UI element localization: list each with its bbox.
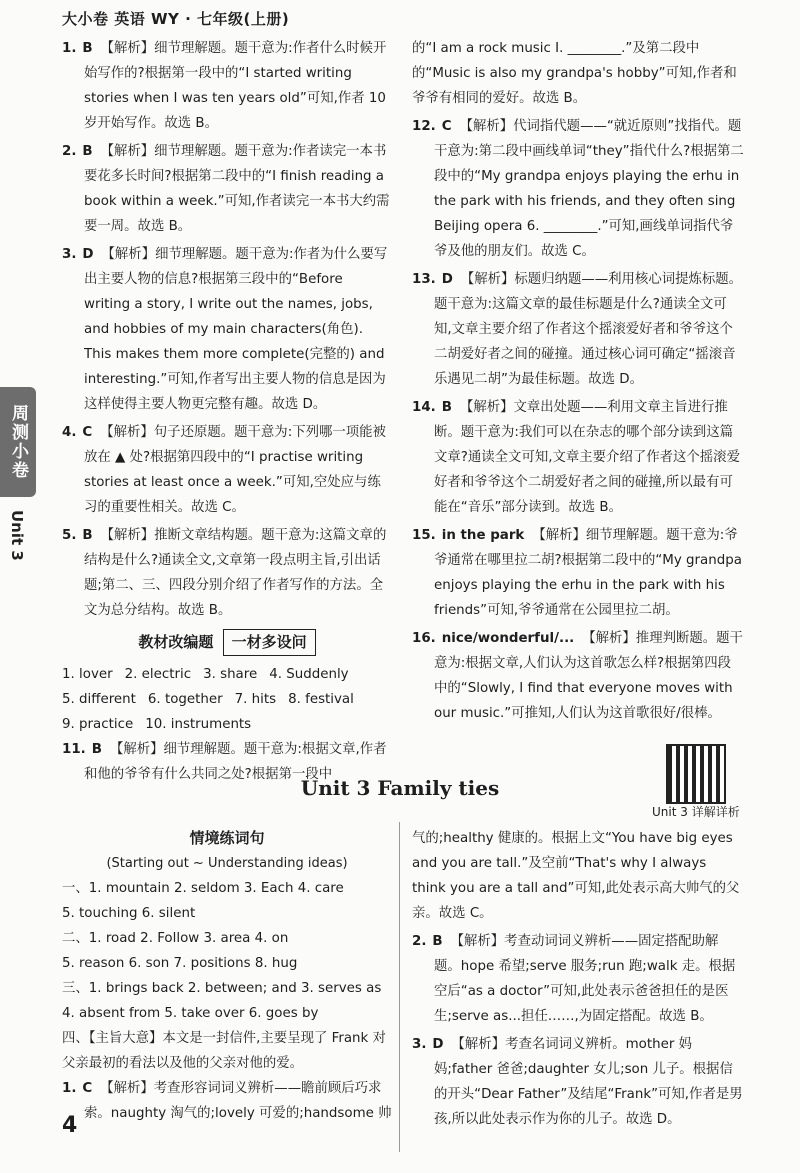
item-answer: B [82, 41, 93, 56]
item-number: 1. [62, 1081, 77, 1096]
practice-note: (Starting out ~ Understanding ideas) [106, 856, 348, 871]
practice-line: 三、1. brings back 2. between; and 3. serves as [62, 981, 382, 996]
item-explanation: 【解析】代词指代题——“就近原则”找指代。题干意为:第二段中画线单词“they”指代什么?根据第二段中的“My grandpa enjoys playing the erhu in the park with his friends, and they often sing Beijing opera 6. ________.”可知,画线单词指代爷爷及他的朋友们。故选 C。 [434, 119, 744, 259]
rework-word: 6. together [147, 692, 223, 707]
item-number: 3. [62, 247, 77, 262]
rework-word: 8. festival [288, 692, 354, 707]
practice-title: 情境练词句 [189, 829, 265, 847]
item-answer: B [441, 400, 452, 415]
item-answer: D [432, 1037, 444, 1052]
item-number: 5. [62, 528, 77, 543]
answer-item [412, 929, 744, 1029]
answer-item [62, 523, 392, 623]
item-number: 2. [62, 144, 77, 159]
rework-word: 2. electric [124, 667, 192, 682]
bottom-left-column [62, 826, 392, 1129]
page-number: 4 [62, 1113, 78, 1138]
column-divider [399, 822, 400, 1152]
item-explanation: 【解析】考查形容词词义辨析——瞻前顾后巧求索。naughty 淘气的;lovely 可爱的;handsome 帅 [84, 1081, 392, 1121]
answer-list-bottom-right [412, 826, 744, 1132]
answer-item [62, 36, 392, 136]
item-explanation: 的“I am a rock music I. ________.”及第二段中的“Music is also my grandpa's hobby”可知,作者和爷爷有相同的爱好。故选 B。 [412, 41, 737, 106]
answer-item [412, 36, 744, 111]
rework-word: 10. instruments [145, 717, 252, 732]
rework-word: 7. hits [234, 692, 277, 707]
item-explanation: 【解析】细节理解题。题干意为:作者读完一本书要花多长时间?根据第二段中的“I finish reading a book within a week.”可知,作者读完一本书大约需要一周。故选 B。 [84, 144, 390, 234]
practice-line: 二、1. road 2. Follow 3. area 4. on [62, 931, 289, 946]
answer-item [62, 420, 392, 520]
rework-row [62, 712, 392, 737]
answer-item [412, 523, 744, 623]
practice-line: 5. touching 6. silent [62, 906, 196, 921]
item-explanation: 【解析】考查动词词义辨析——固定搭配助解题。hope 希望;serve 服务;run 跑;walk 走。根据空后“as a doctor”可知,此处表示爸爸担任的是医生;serve as...担任……,为固定搭配。故选 B。 [434, 934, 736, 1024]
answer-item-b1 [62, 1076, 392, 1126]
item-explanation: 【解析】细节理解题。题干意为:根据文章,作者和他的爷爷有什么共同之处?根据第一段中 [84, 742, 387, 782]
answer-list-right [412, 36, 744, 726]
answer-item [412, 395, 744, 520]
item-number: 15. [412, 528, 436, 543]
item-answer: C [82, 1081, 93, 1096]
item-explanation: 【解析】细节理解题。题干意为:爷爷通常在哪里拉二胡?根据第二段中的“My grandpa enjoys playing the erhu in the park with his friends”可知,爷爷通常在公园里拉二胡。 [434, 528, 742, 618]
answer-list-left [62, 36, 392, 623]
answer-item [412, 114, 744, 264]
qr-label: Unit 3 详解详析 [652, 805, 740, 819]
rework-row [62, 687, 392, 712]
practice-line: 5. reason 6. son 7. positions 8. hug [62, 956, 298, 971]
item-number: 16. [412, 631, 436, 646]
item-answer: D [82, 247, 94, 262]
unit-title: Unit 3 Family ties [300, 776, 500, 800]
practice-line: 四、【主旨大意】本文是一封信件,主要呈现了 Frank 对父亲最初的看法以及他的父亲对他的爱。 [62, 1031, 386, 1071]
practice-lines [62, 876, 392, 1076]
item-number: 3. [412, 1037, 427, 1052]
item-answer: B [82, 144, 93, 159]
item-explanation: 【解析】标题归纳题——利用核心词提炼标题。题干意为:这篇文章的最佳标题是什么?通读全文可知,文章主要介绍了作者这个摇滚爱好者和爷爷这个二胡爱好者之间的碰撞。通过核心词可确定“摇滚音乐遇见二胡”为最佳标题。故选 D。 [434, 272, 743, 387]
left-column [62, 36, 392, 790]
item-explanation: 【解析】推断文章结构题。题干意为:这篇文章的结构是什么?通读全文,文章第一段点明主旨,引出话题;第二、三、四段分别介绍了作者写作的方法。全文为总分结构。故选 B。 [84, 528, 387, 618]
item-answer: B [432, 934, 443, 949]
item-answer: B [91, 742, 102, 757]
item-number: 1. [62, 41, 77, 56]
item-explanation: 【解析】考查名词词义辨析。mother 妈妈;father 爸爸;daughter 女儿;son 儿子。根据信的开头“Dear Father”及结尾“Frank”可知,作者是男孩,所以此处表示作为你的儿子。故选 D。 [434, 1037, 743, 1127]
qr-code-icon[interactable] [666, 744, 726, 804]
item-number: 13. [412, 272, 436, 287]
rework-word: 3. share [203, 667, 258, 682]
item-number: 14. [412, 400, 436, 415]
item-number: 2. [412, 934, 427, 949]
section-rework-boxed: 一材多设问 [223, 629, 316, 656]
item-answer: B [82, 528, 93, 543]
item-answer: in the park [441, 528, 525, 543]
answer-item [412, 626, 744, 726]
section-rework-title: 教材改编题 [138, 633, 214, 651]
side-tab: 周测小卷 [0, 387, 36, 497]
item-number: 4. [62, 425, 77, 440]
rework-answers [62, 662, 392, 737]
item-explanation: 【解析】句子还原题。题干意为:下列哪一项能被放在 ▲ 处?根据第四段中的“I practise writing stories at least once a week.”可知,空处应与练习的重要性相关。故选 C。 [84, 425, 386, 515]
rework-word: 4. Suddenly [269, 667, 349, 682]
rework-row [62, 662, 392, 687]
item-explanation: 【解析】推理判断题。题干意为:根据文章,人们认为这首歌怎么样?根据第四段中的“Slowly, I find that everyone moves with our music.”可推知,人们认为这首歌很好/很棒。 [434, 631, 743, 721]
bottom-right-column [412, 826, 744, 1135]
answer-item [62, 242, 392, 417]
item-number: 11. [62, 742, 86, 757]
right-column [412, 36, 744, 729]
item-answer: D [441, 272, 453, 287]
item-answer: nice/wonderful/... [441, 631, 575, 646]
practice-line: 4. absent from 5. take over 6. goes by [62, 1006, 319, 1021]
running-header: 大小卷 英语 WY · 七年级(上册) [62, 10, 290, 28]
answer-item [62, 139, 392, 239]
item-number: 12. [412, 119, 436, 134]
answer-item [412, 826, 744, 926]
item-answer: C [441, 119, 452, 134]
item-explanation: 【解析】文章出处题——利用文章主旨进行推断。题干意为:我们可以在杂志的哪个部分读到这篇文章?通读全文可知,文章主要介绍了作者这个摇滚爱好者和爷爷这个二胡爱好者之间的碰撞,所以最有可能在“音乐”部分读到。故选 B。 [434, 400, 740, 515]
item-explanation: 【解析】细节理解题。题干意为:作者什么时候开始写作的?根据第一段中的“I started writing stories when I was ten years old”可知,作者 10 岁开始写作。故选 B。 [84, 41, 387, 131]
practice-line: 一、1. mountain 2. seldom 3. Each 4. care [62, 881, 344, 896]
item-explanation: 气的;healthy 健康的。根据上文“You have big eyes and you are tall.”及空前“That's why I always think you are a tall and”可知,此处表示高大帅气的父亲。故选 C。 [412, 831, 740, 921]
rework-word: 1. lover [62, 667, 113, 682]
rework-word: 5. different [62, 692, 136, 707]
side-unit-label: Unit 3 [8, 510, 26, 561]
rework-word: 9. practice [62, 717, 134, 732]
answer-item [412, 1032, 744, 1132]
item-answer: C [82, 425, 93, 440]
section-rework-heading [62, 629, 392, 656]
answer-item [412, 267, 744, 392]
item-explanation: 【解析】细节理解题。题干意为:作者为什么要写出主要人物的信息?根据第三段中的“Before writing a story, I write out the names, jobs, and hobbies of my main characters(角色). This makes them more complete(完整的) and interesting.”可知,作者写出主要人物的信息是因为这样使得主要人物更完整有趣。故选 D。 [84, 247, 388, 412]
